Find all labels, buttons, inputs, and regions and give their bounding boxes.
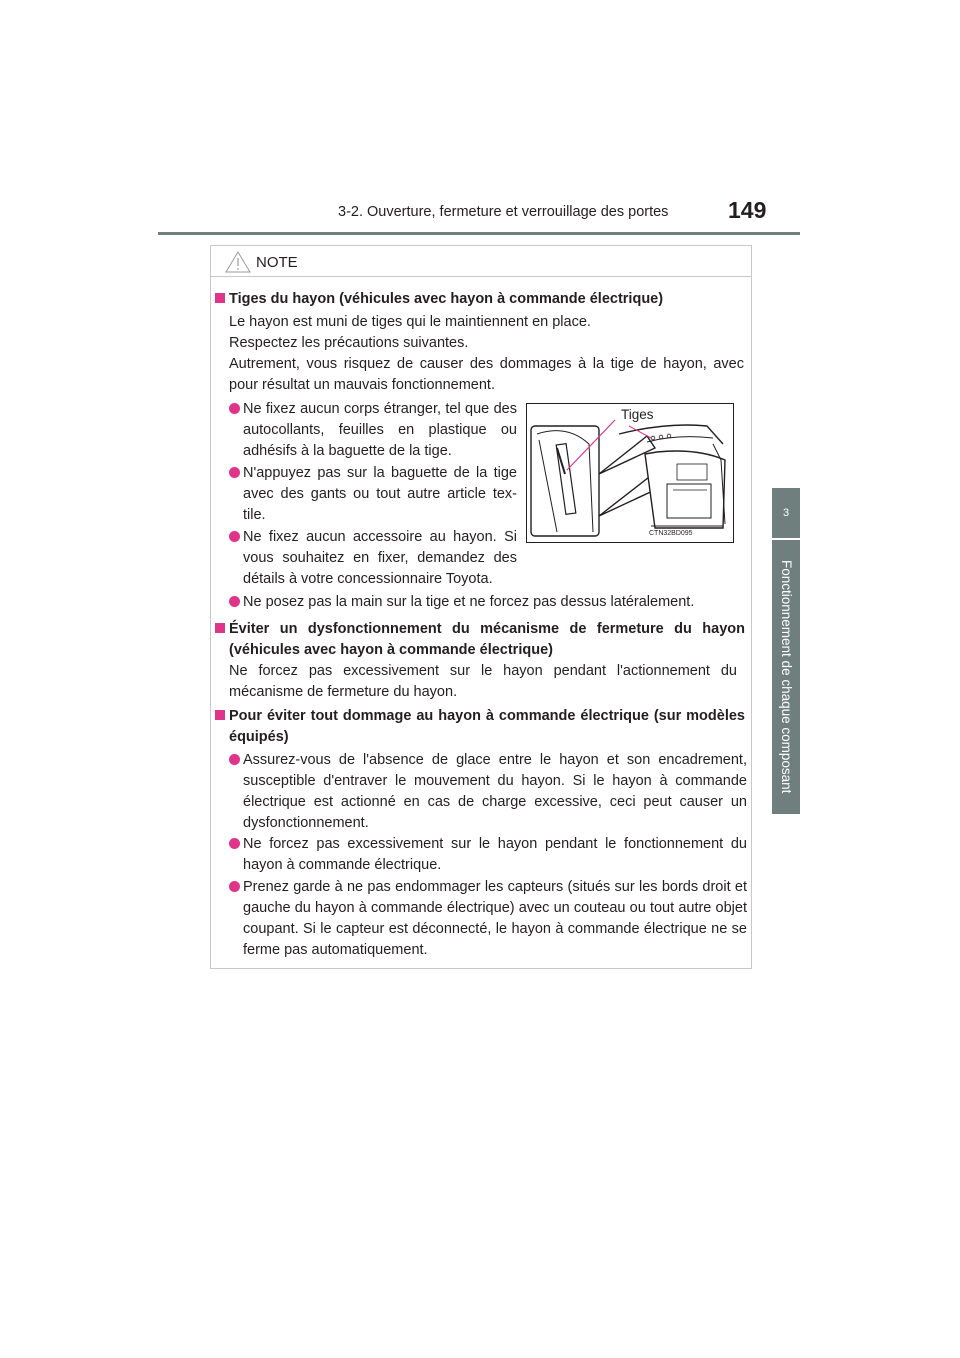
tailgate-figure — [526, 403, 734, 543]
section-heading-text: Pour éviter tout dommage au hayon à commande électrique (sur modèles équipés) — [229, 708, 745, 745]
bullet-text: Prenez garde à ne pas endommager les capteurs (situés sur les bords droit et gauche du hayon à commande électrique) avec un couteau ou tout autre objet coupant. Si le capteur est déconnecté, le hayon à commande électrique ne se ferme pas automatiquement. — [243, 879, 747, 958]
bullet-text: Assurez-vous de l'absence de glace entre le hayon et son encadrement, susceptible d'entraver le mouvement du hayon. Si le hayon à commande électrique est actionné en cas de charge excessive, ceci peut causer un dysfonctionnement. — [243, 752, 747, 831]
section-fermeture-heading — [215, 619, 745, 661]
page-number: 149 — [728, 197, 767, 223]
round-bullet-icon — [229, 754, 240, 765]
section-fermeture-text: Ne forcez pas excessivement sur le hayon pendant l'actionnement du mécanisme de fermeture du hayon. — [229, 663, 737, 700]
figure-label-tiges: Tiges — [621, 407, 654, 422]
section-heading-text: Éviter un dysfonctionnement du mécanisme de fermeture du hayon (véhicules avec hayon à commande électrique) — [229, 621, 745, 658]
side-tab-chapter-label: Fonctionnement de chaque composant — [779, 560, 794, 794]
round-bullet-icon — [229, 531, 240, 542]
round-bullet-icon — [229, 838, 240, 849]
side-tab-chapter-number: 3 — [772, 488, 800, 538]
header-rule — [158, 232, 800, 235]
section-tiges-intro-1: Le hayon est muni de tiges qui le maintiennent en place. — [229, 314, 591, 330]
bullet-item — [229, 877, 747, 961]
bullet-item — [229, 399, 517, 462]
section-tiges-intro-2: Respectez les précautions suivantes. — [229, 335, 469, 351]
bullet-item — [229, 834, 747, 876]
warning-triangle-icon — [225, 251, 251, 273]
round-bullet-icon — [229, 881, 240, 892]
bullet-text: Ne fixez aucun corps étranger, tel que des autocollants, feuilles en plastique ou adhésifs à la baguette de la tige. — [243, 401, 517, 459]
section-heading-text: Tiges du hayon (véhicules avec hayon à commande électrique) — [229, 291, 664, 307]
bullet-item — [229, 463, 517, 526]
bullet-text: Ne fixez aucun accessoire au hayon. Si vous souhaitez en fixer, demandez des détails à votre concessionnaire Toyota. — [243, 529, 517, 587]
page-header-title: 3-2. Ouverture, fermeture et verrouillage des portes — [338, 204, 669, 220]
figure-code: CTN32BD095 — [649, 530, 693, 537]
round-bullet-icon — [229, 467, 240, 478]
tailgate-illustration — [527, 404, 733, 542]
square-bullet-icon — [215, 710, 225, 720]
section-tiges-heading — [215, 289, 745, 310]
bullet-item — [229, 527, 517, 590]
square-bullet-icon — [215, 293, 225, 303]
bullet-item — [229, 750, 747, 834]
note-title: NOTE — [256, 254, 298, 271]
section-tiges-intro-3: Autrement, vous risquez de causer des dommages à la tige de hayon, avec pour résultat un mauvais fonctionnement. — [229, 356, 744, 393]
square-bullet-icon — [215, 623, 225, 633]
bullet-text: N'appuyez pas sur la baguette de la tige avec des gants ou tout autre article tex-tile. — [243, 465, 517, 523]
note-box — [210, 245, 752, 969]
bullet-text: Ne posez pas la main sur la tige et ne forcez pas dessus latéralement. — [243, 594, 695, 610]
bullet-text: Ne forcez pas excessivement sur le hayon pendant le fonctionnement du hayon à commande électrique. — [243, 836, 747, 873]
round-bullet-icon — [229, 403, 240, 414]
note-header — [211, 246, 751, 277]
round-bullet-icon — [229, 596, 240, 607]
section-dommage-heading — [215, 706, 745, 748]
bullet-item — [229, 592, 747, 613]
